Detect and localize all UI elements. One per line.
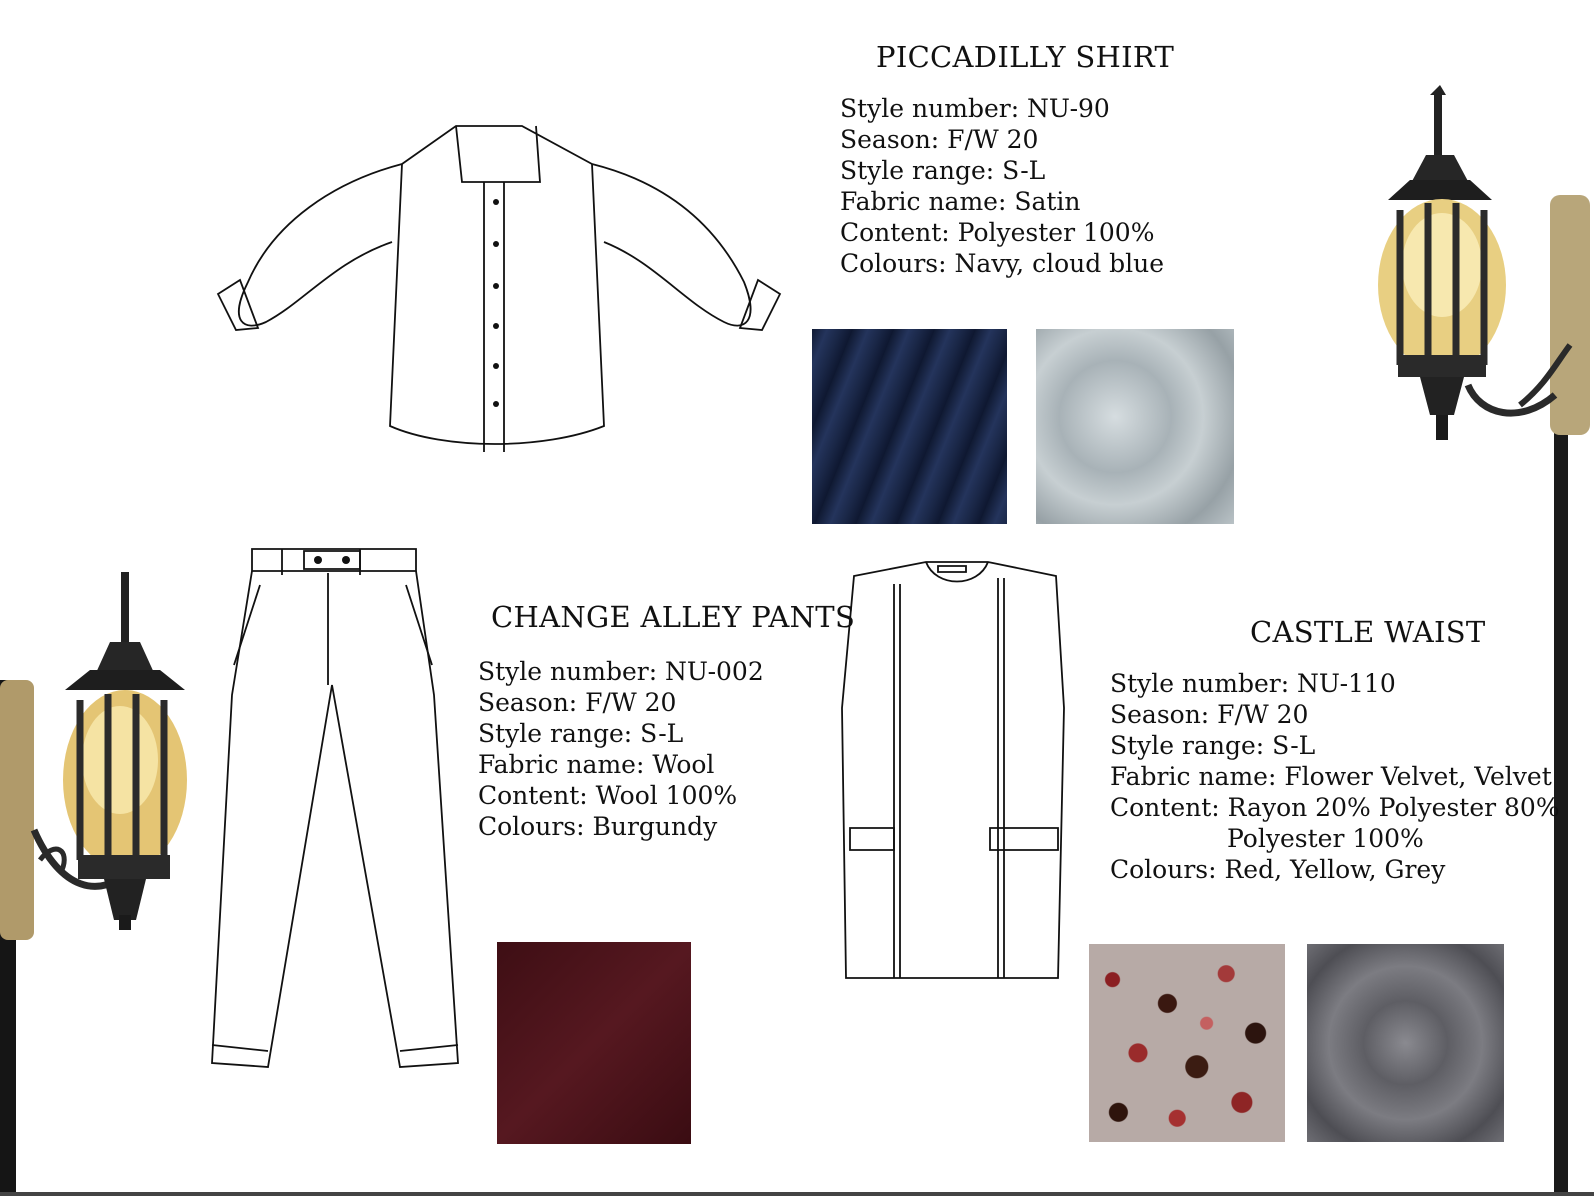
bottom-border <box>0 1192 1594 1196</box>
castle-waist-title: CASTLE WAIST <box>1250 615 1486 649</box>
castle-waist-sketch <box>838 558 1068 988</box>
piccadilly-shirt-specs <box>840 93 1164 279</box>
pants-season: Season: F/W 20 <box>478 688 677 717</box>
pants-style-range: Style range: S-L <box>478 719 684 748</box>
waist-season: Season: F/W 20 <box>1110 700 1309 729</box>
navy-satin-swatch <box>812 329 1007 524</box>
shirt-style-range: Style range: S-L <box>840 156 1046 185</box>
castle-waist-specs <box>1110 668 1560 885</box>
pants-content: Content: Wool 100% <box>478 781 738 810</box>
flower-velvet-swatch <box>1089 944 1285 1142</box>
shirt-content: Content: Polyester 100% <box>840 218 1155 247</box>
shirt-season: Season: F/W 20 <box>840 125 1039 154</box>
change-alley-pants-sketch <box>210 545 465 1080</box>
waist-content: Content: Rayon 20% Polyester 80% <box>1110 793 1560 822</box>
pants-style-number: Style number: NU-002 <box>478 657 764 686</box>
waist-fabric-name: Fabric name: Flower Velvet, Velvet <box>1110 762 1552 791</box>
cloud-blue-satin-swatch <box>1036 329 1234 524</box>
change-alley-pants-title: CHANGE ALLEY PANTS <box>491 600 856 634</box>
waist-content-line2: Polyester 100% <box>1227 824 1424 853</box>
waist-style-number: Style number: NU-110 <box>1110 669 1396 698</box>
waist-style-range: Style range: S-L <box>1110 731 1316 760</box>
pants-colours: Colours: Burgundy <box>478 812 718 841</box>
shirt-fabric-name: Fabric name: Satin <box>840 187 1081 216</box>
waist-colours: Colours: Red, Yellow, Grey <box>1110 855 1446 884</box>
grey-velvet-swatch <box>1307 944 1504 1142</box>
shirt-style-number: Style number: NU-90 <box>840 94 1110 123</box>
piccadilly-shirt-sketch <box>214 122 784 458</box>
pants-fabric-name: Fabric name: Wool <box>478 750 715 779</box>
piccadilly-shirt-title: PICCADILLY SHIRT <box>876 40 1175 74</box>
burgundy-wool-swatch <box>497 942 691 1144</box>
shirt-colours: Colours: Navy, cloud blue <box>840 249 1165 278</box>
street-lamp-left-image <box>0 570 200 1196</box>
change-alley-pants-specs <box>478 656 764 842</box>
